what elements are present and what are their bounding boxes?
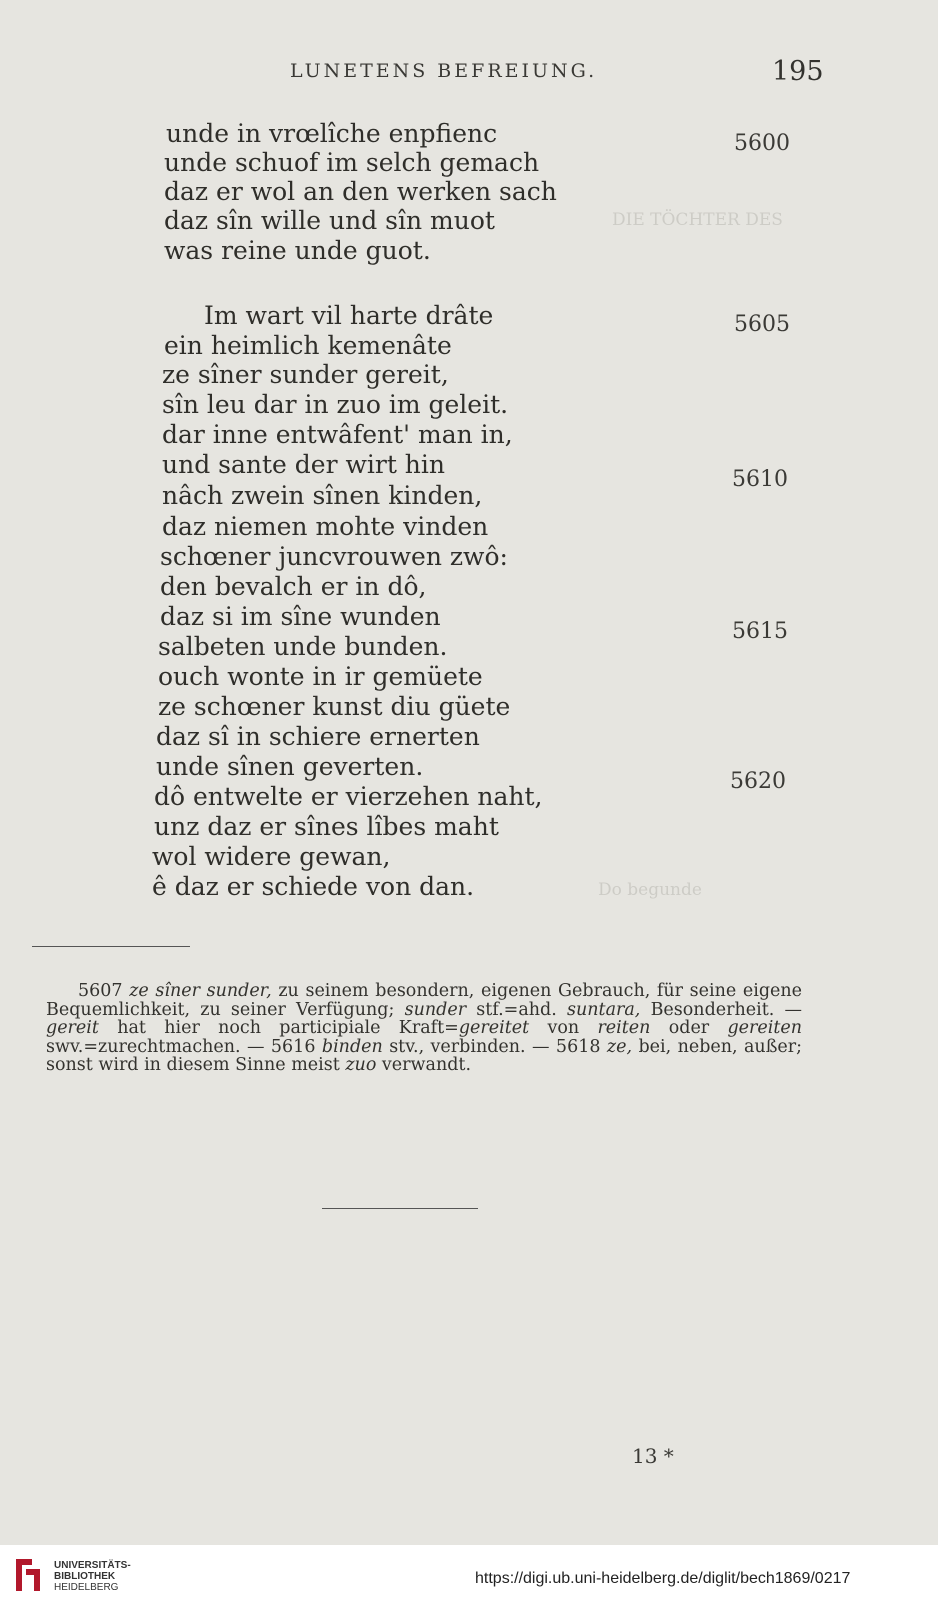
footnote-text: bei, neben, außer; sonst wird in diesem Sinne meist	[46, 1036, 803, 1075]
footnote-word: gereit	[46, 1018, 99, 1038]
line-number: 5620	[730, 769, 786, 794]
footnote-word: gereitet	[458, 1018, 530, 1038]
verse-line: ê daz er schiede von dan.	[152, 872, 475, 901]
library-name-line: BIBLIOTHEK	[54, 1571, 116, 1582]
verse-line: was reine unde guot.	[164, 236, 431, 265]
footnote-word: sunder	[404, 999, 467, 1020]
footnote-text: hat hier noch participiale Kraft=	[98, 1018, 459, 1038]
verse-line: dô entwelte er vierzehen naht,	[154, 782, 543, 811]
footnote-word: zuo	[345, 1055, 377, 1075]
line-number: 5615	[732, 619, 788, 644]
verse-line: wol widere gewan,	[152, 842, 391, 871]
footnote-lemma: ze sîner sunder,	[129, 981, 272, 1001]
footnote	[46, 982, 802, 1075]
footnote-text: stv., verbinden. — 5618	[382, 1036, 607, 1057]
footnote-text: Besonderheit. —	[640, 999, 803, 1020]
line-number: 5600	[734, 131, 790, 156]
footnote-text: stf.=ahd.	[466, 999, 568, 1020]
verse-line: Im wart vil harte drâte	[204, 301, 494, 330]
footnote-word: binden	[321, 1036, 383, 1057]
verse-line: dar inne entwâfent' man in,	[162, 420, 513, 449]
verse-line: unde sînen geverten.	[156, 752, 424, 781]
verse-line: ouch wonte in ir gemüete	[158, 662, 483, 691]
line-number: 5605	[734, 312, 790, 337]
verse-line: den bevalch er in dô,	[160, 572, 427, 601]
bleed-through-text: DIE TÖCHTER DES	[612, 210, 783, 230]
library-name-line: HEIDELBERG	[54, 1582, 119, 1593]
section-separator	[322, 1208, 478, 1209]
library-name	[54, 1560, 131, 1593]
footnote-text: zu seinem besondern, eigenen Gebrauch, für seine eigene Bequemlichkeit, zu seiner Verfügung;	[46, 981, 803, 1020]
verse-line: unde in vrœlîche enpfienc	[166, 119, 498, 148]
verse-line: daz niemen mohte vinden	[162, 512, 489, 541]
verse-line: daz er wol an den werken sach	[164, 177, 557, 206]
signature-mark: 13 *	[632, 1444, 674, 1468]
footnote-separator	[32, 946, 190, 947]
footnote-text: verwandt.	[376, 1055, 472, 1075]
footnote-word: suntara,	[567, 999, 641, 1020]
verse-line: ein heimlich kemenâte	[164, 331, 452, 360]
verse-line: schœner juncvrouwen zwô:	[160, 542, 508, 571]
verse-line: salbeten unde bunden.	[158, 632, 448, 661]
verse-line: unz daz er sînes lîbes maht	[154, 812, 499, 841]
verse-line: daz si im sîne wunden	[160, 602, 441, 631]
library-logo-icon[interactable]	[12, 1555, 44, 1595]
verse-line: ze schœner kunst diu güete	[158, 692, 511, 721]
footnotes	[46, 982, 802, 1075]
verse-line: daz sîn wille und sîn muot	[164, 206, 495, 235]
footnote-text: von	[529, 1018, 598, 1038]
bleed-through-text: Do begunde	[598, 880, 702, 900]
verse-line: und sante der wirt hin	[162, 450, 446, 479]
footnote-text: oder	[650, 1018, 728, 1038]
footnote-ref: 5607	[78, 981, 123, 1001]
line-number: 5610	[732, 467, 788, 492]
source-url-link[interactable]: https://digi.ub.uni-heidelberg.de/diglit/bech1869/0217	[475, 1570, 851, 1587]
verse-line: ze sîner sunder gereit,	[162, 360, 449, 389]
footnote-word: ze,	[606, 1036, 633, 1057]
running-head	[0, 56, 938, 96]
running-title: LUNETENS BEFREIUNG.	[290, 60, 598, 82]
verse-line: unde schuof im selch gemach	[164, 148, 540, 177]
footnote-word: reiten	[597, 1018, 651, 1038]
footnote-text: swv.=zurechtmachen. — 5616	[46, 1036, 322, 1057]
footnote-word: gereiten	[727, 1018, 803, 1038]
verse-line: daz sî in schiere ernerten	[156, 722, 480, 751]
library-name-line: UNIVERSITÄTS-	[54, 1560, 131, 1571]
page-number: 195	[772, 56, 824, 87]
verse-line: nâch zwein sînen kinden,	[162, 481, 483, 510]
verse-line: sîn leu dar in zuo im geleit.	[162, 390, 509, 419]
